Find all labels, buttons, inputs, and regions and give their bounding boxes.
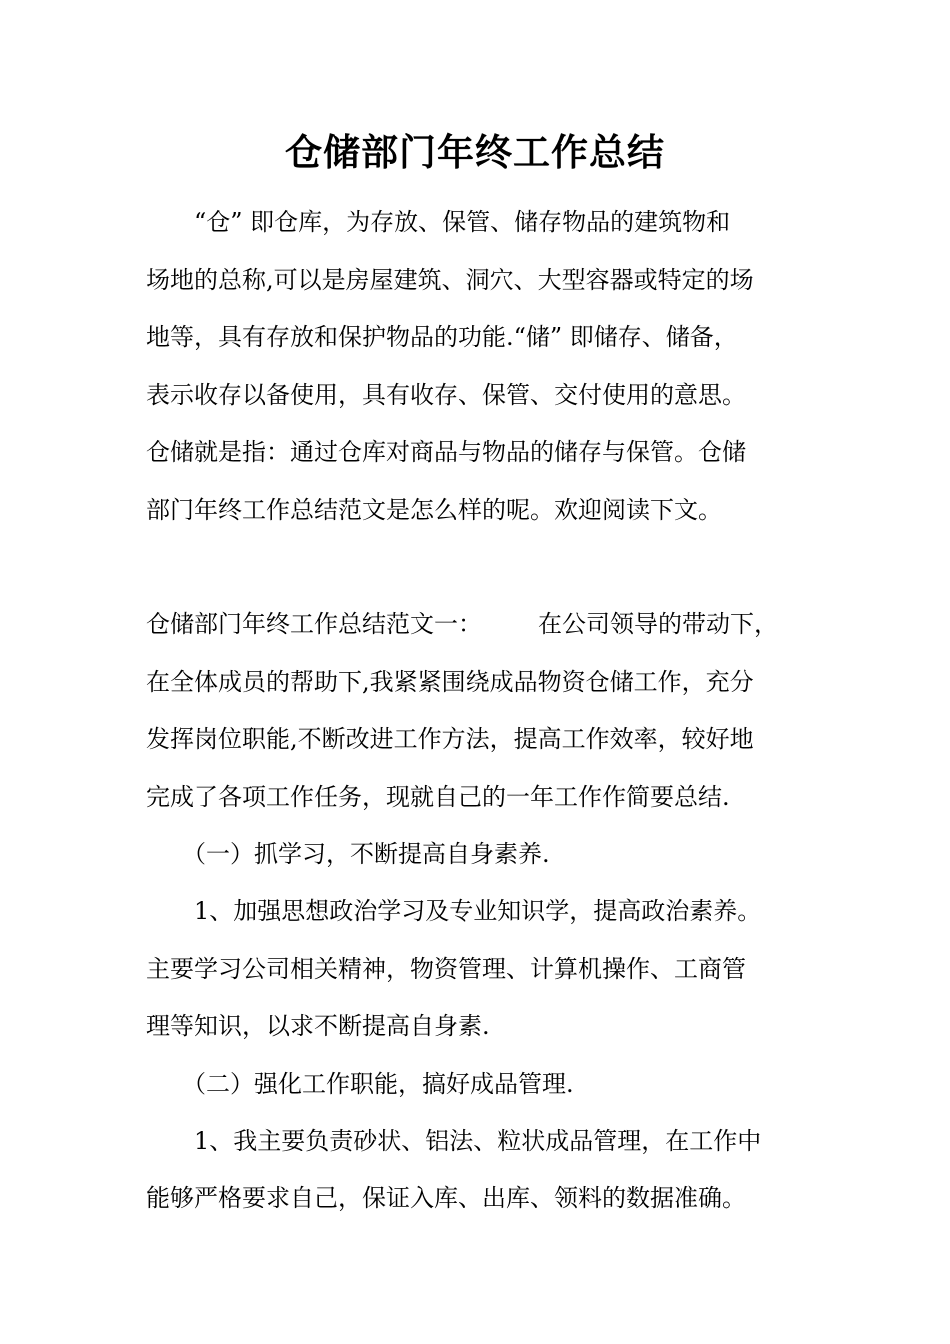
sample-first-line-rest: 在公司领导的带动下，	[538, 610, 778, 638]
intro-line: 表示收存以备使用，具有收存、保管、交付使用的意思。	[146, 381, 746, 409]
section-heading: （一）抓学习，不断提高自身素养.	[146, 840, 550, 868]
section-heading: （二）强化工作职能，搞好成品管理.	[146, 1070, 574, 1098]
document-title: 仓储部门年终工作总结	[285, 131, 665, 174]
intro-line: 部门年终工作总结范文是怎么样的呢。欢迎阅读下文。	[146, 496, 722, 524]
sample-line: 完成了各项工作任务，现就自己的一年工作作简要总结.	[146, 783, 730, 811]
intro-line: 仓储就是指：通过仓库对商品与物品的储存与保管。仓储	[146, 438, 746, 466]
section-line: 能够严格要求自己，保证入库、出库、领料的数据准确。	[146, 1184, 746, 1212]
section-line: 主要学习公司相关精神，物资管理、计算机操作、工商管	[146, 955, 746, 983]
section-line: 1、加强思想政治学习及专业知识学，提高政治素养。	[146, 897, 762, 925]
section-line: 理等知识，以求不断提高自身素.	[146, 1012, 490, 1040]
intro-line: 地等，具有存放和保护物品的功能.“储” 即储存、储备，	[146, 323, 738, 351]
sample-line: 发挥岗位职能,不断改进工作方法，提高工作效率，较好地	[146, 725, 754, 753]
sample-line: 在全体成员的帮助下,我紧紧围绕成品物资仓储工作，充分	[146, 668, 754, 696]
intro-line: “仓” 即仓库，为存放、保管、储存物品的建筑物和	[146, 208, 731, 236]
intro-line: 场地的总称,可以是房屋建筑、洞穴、大型容器或特定的场	[146, 266, 754, 294]
sample-heading: 仓储部门年终工作总结范文一：	[146, 610, 482, 638]
sample-heading-line	[146, 607, 816, 641]
section-line: 1、我主要负责砂状、铝法、粒状成品管理，在工作中	[146, 1127, 762, 1155]
